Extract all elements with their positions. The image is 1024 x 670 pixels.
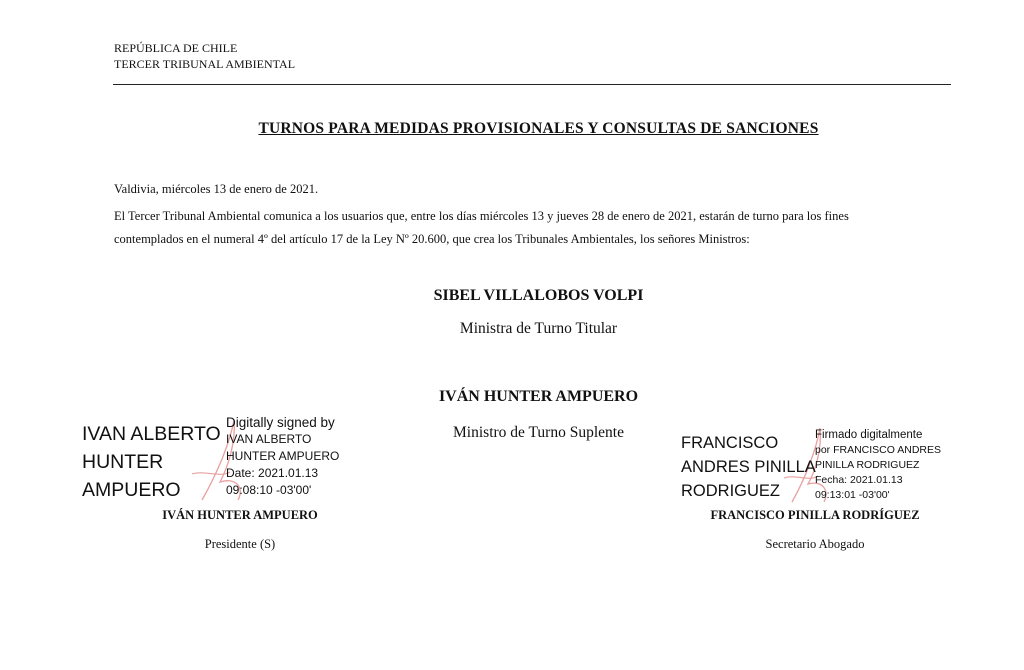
header-republic: REPÚBLICA DE CHILE: [114, 41, 238, 55]
signature-right-details: [815, 428, 941, 503]
paragraph-line-2: contemplados en el numeral 4º del artículo 17 de la Ley Nº 20.600, que crea los Tribunales Ambientales, los señores Ministros:: [114, 232, 750, 246]
minister-suplente-name: IVÁN HUNTER AMPUERO: [438, 388, 639, 405]
signature-left-name: [82, 420, 221, 504]
signature-left-detail: Digitally signed by: [226, 415, 335, 430]
signature-right-detail: Firmado digitalmente: [815, 429, 923, 441]
paragraph-line-1: El Tercer Tribunal Ambiental comunica a los usuarios que, entre los días miércoles 13 y jueves 28 de enero de 2021, estarán de turno para los fines: [114, 209, 849, 223]
minister-titular-role: Ministra de Turno Titular: [459, 320, 618, 337]
signature-right-name-line: RODRIGUEZ: [681, 482, 780, 500]
signature-left-name-line: IVAN ALBERTO: [82, 423, 221, 445]
signature-left-name-line: HUNTER: [82, 451, 164, 473]
signature-right-detail: por FRANCISCO ANDRES: [815, 444, 942, 456]
minister-suplente-role: Ministro de Turno Suplente: [453, 424, 624, 441]
signature-right-detail: 09:13:01 -03'00': [815, 489, 890, 501]
signature-left-detail: Date: 2021.01.13: [226, 466, 319, 480]
signature-left-detail: 09:08:10 -03'00': [226, 483, 312, 497]
header-tribunal: TERCER TRIBUNAL AMBIENTAL: [114, 57, 296, 71]
signature-right-title: Secretario Abogado: [765, 537, 865, 551]
document-title: TURNOS PARA MEDIDAS PROVISIONALES Y CONSULTAS DE SANCIONES: [258, 120, 819, 137]
signature-right-name-line: ANDRES PINILLA: [681, 458, 816, 476]
signature-left-detail: IVAN ALBERTO: [226, 432, 312, 446]
header-divider: [113, 84, 951, 85]
minister-titular-name: SIBEL VILLALOBOS VOLPI: [433, 287, 644, 304]
signature-left-details: [226, 414, 339, 499]
signature-right-name-line: FRANCISCO: [681, 434, 779, 452]
signature-left-printed-name: IVÁN HUNTER AMPUERO: [162, 508, 318, 522]
signature-left-detail: HUNTER AMPUERO: [226, 449, 340, 463]
signature-right-printed-name: FRANCISCO PINILLA RODRÍGUEZ: [710, 508, 920, 522]
signature-right-detail: Fecha: 2021.01.13: [815, 474, 903, 486]
signature-right-name: [681, 431, 816, 503]
date-line: Valdivia, miércoles 13 de enero de 2021.: [114, 182, 319, 196]
signature-left-name-line: AMPUERO: [82, 479, 181, 501]
signature-right-detail: PINILLA RODRIGUEZ: [815, 459, 920, 471]
signature-left-title: Presidente (S): [204, 537, 276, 551]
